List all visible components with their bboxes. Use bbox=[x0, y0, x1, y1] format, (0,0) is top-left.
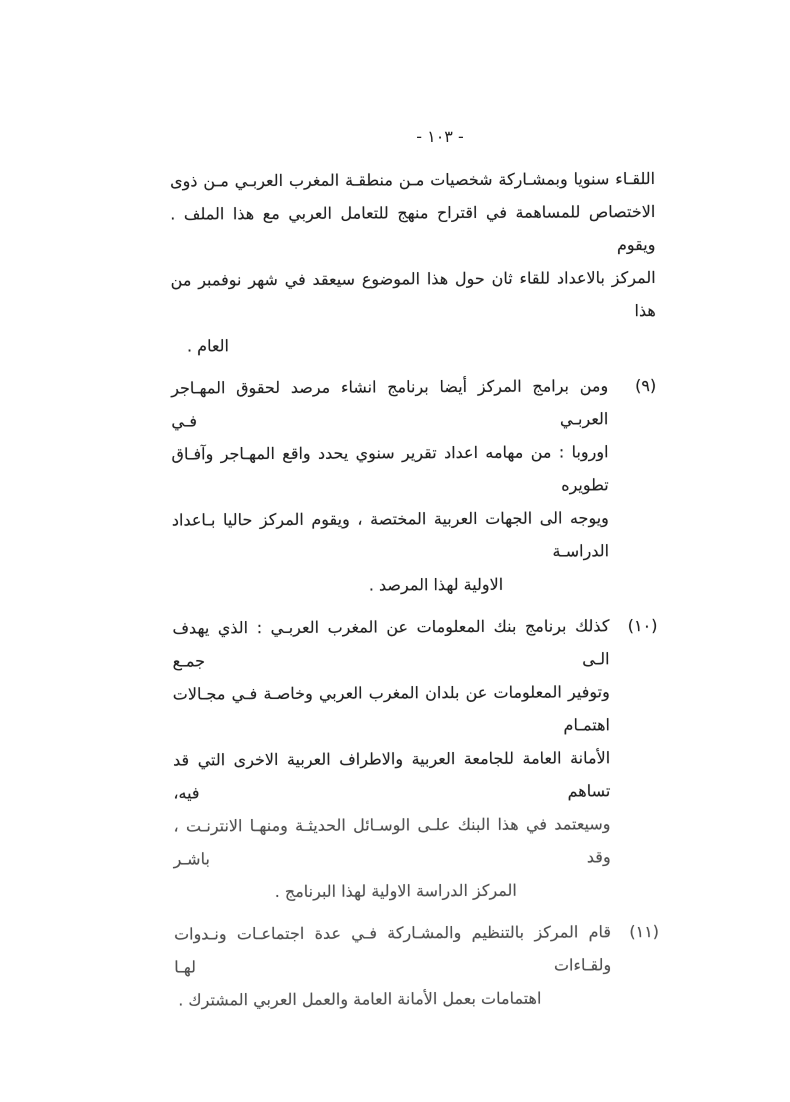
paragraph-item-9 bbox=[171, 369, 657, 603]
item-number: (٩) bbox=[635, 375, 657, 396]
text-line: المركز الدراسة الاولية لهذا البرنامج . bbox=[274, 880, 517, 902]
paragraph-continuation bbox=[170, 162, 656, 363]
text-line: الاولية لهذا المرصد . bbox=[368, 574, 504, 595]
text-line: المركز بالاعداد للقاء ثان حول هذا الموضوع سيعقد في شهر نوفمبر من هذا bbox=[170, 267, 656, 321]
text-line: ومن برامج المركز أيضا برنامج انشاء مرصد لحقوق المهـاجر العربـي فـي bbox=[171, 376, 609, 431]
text-line: كذلك برنامج بنك المعلومات عن المغرب العربـي : الذي يهدف الـى جمـع bbox=[172, 616, 610, 671]
text-line: اهتمامات بعمل الأمانة العامة والعمل العربي المشترك . bbox=[178, 988, 542, 1010]
text-line: اوروبا : من مهامه اعداد تقرير سنوي يحدد واقع المهـاجر وآفـاق تطويره bbox=[171, 442, 609, 495]
text-line: ويوجه الى الجهات العربية المختصة ، ويقوم المركز حاليا بـاعداد الدراسـة bbox=[171, 508, 610, 561]
item-number: (١١) bbox=[629, 921, 660, 942]
text-line: وتوفير المعلومات عن بلدان المغرب العربي وخاصـة فـي مجـالات اهتمـام bbox=[172, 682, 610, 735]
text-line: قام المركز بالتنظيم والمشـاركة فـي عدة اجتماعـات ونـدوات ولقـاءات لهـا bbox=[173, 922, 612, 977]
item-number: (١٠) bbox=[627, 615, 658, 636]
paragraph-item-10 bbox=[172, 609, 659, 909]
body-text bbox=[170, 162, 660, 1026]
text-line: الأمانة العامة للجامعة العربية والاطراف العربية الاخرى التي قد تساهم فيه، bbox=[173, 748, 611, 803]
text-line: الاختصاص للمساهمة في اقتراح منهج للتعامل العربي مع هذا الملف . ويقوم bbox=[170, 201, 656, 255]
text-line: العام . bbox=[186, 336, 230, 356]
page-number: - ١٠٣ - bbox=[416, 127, 464, 146]
text-line: اللقـاء سنويا وبمشـاركة شخصيات مـن منطقـة المغرب العربـي مـن ذوى bbox=[170, 168, 656, 191]
paragraph-item-11 bbox=[174, 915, 660, 1017]
text-line: وسيعتمد في هذا البنك علـى الوسـائل الحديثـة ومنهـا الانترنـت ، وقد باشـر bbox=[173, 814, 611, 869]
